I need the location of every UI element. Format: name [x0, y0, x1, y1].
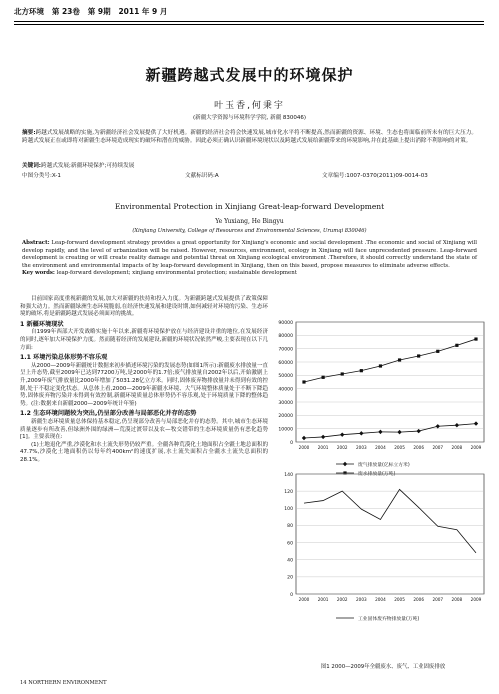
x-tick-label: 2002 [336, 445, 348, 450]
x-tick-label: 2006 [413, 597, 425, 602]
x-tick-label: 2005 [394, 597, 405, 602]
y-tick-label: 120 [284, 489, 293, 495]
series-1-legend-label: 废气排放量(亿标立方米) [358, 462, 410, 468]
x-tick-label: 2001 [317, 445, 329, 450]
section-1-text: 自1999年西部大开发战略实施十年以来,新疆将环境保护放在与经济建设并重的地位,在发展经济的同时,逐年加大环境保护力度。然而随着经济的发展建设,新疆的环境状况依然严峻,主要表现在以下几方面: [20, 329, 268, 351]
paper-title: 新疆跨越式发展中的环境保护 [145, 66, 354, 84]
series-1-line [304, 489, 476, 552]
keywords [22, 163, 477, 171]
series-2-line [304, 339, 476, 382]
english-abstract [22, 240, 477, 278]
series-1-point-2 [340, 432, 344, 436]
english-authors: Ye Yuxiang, He Bingyu [215, 218, 284, 225]
section-1-2-text: 新疆生态环境质量总体保持基本稳定,仍呈现部分改善与局部恶化并存的态势。其中,城市生态环境质量逐步有所改善,但绿洲外围的绿洲—荒漠过渡带以及农—牧交错带的生态环境质量仍有恶化趋势[1]。主要表现在: [20, 418, 268, 441]
series-2-point-3 [360, 369, 363, 372]
plot-frame [296, 322, 484, 442]
header-rule-thin [14, 24, 484, 25]
x-tick-label: 2005 [394, 445, 405, 450]
chart-solid-waste [284, 472, 484, 622]
series-1-point-1 [321, 435, 325, 439]
x-tick-label: 2003 [355, 445, 367, 450]
keywords-label: 关键词: [22, 163, 42, 169]
x-tick-label: 2004 [375, 597, 386, 602]
journal-issue: 第 9期 [87, 7, 111, 16]
english-abstract-text: Leap-forward development strategy provides a great opportunity for Xinjiang's economic and social development .The economic and social of Xinjiang will develop rapidly, and the level of urbanization will be raised. However, resources, environment, ecology in Xinjiang will face unprecedented pressure. Leap-forward development is creating or will create reality damage and potential threat on Xinjiang ecological environment .Therefore, it should correctly understand the state of the environment and environmental impacts of by leap-forward development in Xinjiang, then on this based, propose measures to eliminate adverse effects. [22, 240, 478, 269]
journal-volume: 第 23卷 [51, 7, 80, 16]
x-tick-label: 2002 [336, 597, 348, 602]
series-2-point-0 [302, 380, 305, 383]
abstract-text: 跨越式发展战略的实施,为新疆经济社会发展提供了大好机遇。新疆的经济社会将会快速发展,城市化水平将不断提高,然而新疆的资源、环境、生态也将面临前所未有的巨大压力。跨越式发展正在或即将对新疆生态环境造成现实的破坏和潜在的威胁。因此必须正确认识新疆环境现状以及跨越式发展给新疆带来的环境影响,并在此基础上提出消除不利影响的对策。 [22, 130, 477, 144]
y-tick-label: 70000 [278, 347, 293, 353]
english-keywords-label: Key words: [22, 270, 55, 277]
english-abstract-label: Abstract: [22, 240, 50, 246]
section-1-2-item-1: (1)土地退化严重,沙漠化和水土流失形势仍较严重。全疆各种荒漠化土地面积占全疆土地总面积的47.7%,沙漠化土地面积仍以每年约400km²的速度扩展,水土流失面积占全疆水土流失总面积的28.1%。 [20, 441, 268, 463]
x-tick-label: 2007 [432, 445, 444, 450]
series-2-point-7 [436, 350, 439, 353]
y-tick-label: 140 [284, 472, 293, 478]
section-1-1-title: 1.1 环境污染总体形势不容乐观 [20, 354, 108, 362]
x-tick-label: 2001 [317, 597, 329, 602]
header-rule [14, 21, 484, 22]
series-1-point-7 [436, 424, 440, 428]
y-tick-label: 60 [287, 541, 293, 547]
y-tick-label: 10000 [278, 427, 293, 433]
figure-caption: 图1 2000—2009年全疆废水、废气、工业固废排放 [320, 664, 446, 670]
series-2-point-9 [474, 337, 477, 340]
series-1-legend-label: 工业固体废弃物排放量(万吨) [358, 616, 420, 622]
x-tick-label: 2009 [470, 597, 482, 602]
x-tick-label: 2007 [432, 597, 444, 602]
affiliation: (新疆大学资源与环境科学学院, 新疆 830046) [192, 115, 307, 121]
section-1-2-title: 1.2 生态环境问题较为突出,仍呈部分改善与局部恶化并存的态势 [20, 410, 197, 418]
page-footer: 14 NORTHERN ENVIRONMENT [20, 680, 107, 686]
series-1-point-6 [416, 429, 420, 433]
abstract-label: 摘要: [22, 130, 36, 136]
x-tick-label: 2006 [413, 445, 425, 450]
series-1-point-4 [378, 430, 382, 434]
plot-frame [296, 474, 484, 594]
abstract [22, 130, 477, 146]
authors: 叶玉香,何秉宇 [214, 101, 285, 111]
series-1-point-8 [455, 423, 459, 427]
series-2-point-6 [417, 354, 420, 357]
y-tick-label: 80000 [278, 334, 293, 340]
y-tick-label: 20 [287, 575, 293, 581]
x-tick-label: 2003 [355, 597, 367, 602]
journal-date: 2011 年 9 月 [118, 7, 168, 16]
y-tick-label: 50000 [278, 374, 293, 380]
article-number: 文章编号:1007-0370(2011)09-0014-03 [322, 173, 428, 179]
journal-name: 北方环境 [14, 7, 44, 16]
series-2-legend-label: 废水排放量(万吨) [358, 471, 396, 477]
y-tick-label: 80 [287, 524, 293, 530]
series-2-point-2 [341, 372, 344, 375]
series-1-line [304, 424, 476, 438]
series-2-point-5 [398, 358, 401, 361]
series-1-point-3 [359, 431, 363, 435]
y-tick-label: 20000 [278, 414, 293, 420]
keywords-text: 跨越式发展;新疆环境保护;可持续发展 [41, 163, 135, 169]
figure-1-charts [274, 318, 490, 658]
chart-gas-water [278, 320, 484, 477]
series-1-point-5 [397, 430, 401, 434]
y-tick-label: 40000 [278, 387, 293, 393]
clc-number: 中图分类号:X-1 [22, 173, 61, 179]
y-tick-label: 100 [284, 507, 293, 513]
intro-paragraph: 目前国家高度重视新疆的发展,加大对新疆的扶持和投入力度。为新疆跨越式发展提供了政策保障和强大动力。然而新疆绿洲生态环境脆弱,在经济快速发展和建设时期,如何减轻对环境的污染、生态环境的破坏,将是新疆跨越式发展必须面对的挑战。 [20, 296, 268, 318]
english-affiliation: (Xinjiang University, College of Resources and Environmental Sciences, Urumqi 830046) [132, 228, 367, 234]
english-title: Environmental Protection in Xinjiang Great-leap-forward Development [114, 202, 385, 211]
y-tick-label: 60000 [278, 360, 293, 366]
series-2-point-1 [322, 376, 325, 379]
x-tick-label: 2000 [298, 597, 310, 602]
series-1-point-0 [302, 436, 306, 440]
x-tick-label: 2000 [298, 445, 310, 450]
section-1-title: 1 新疆环境现状 [20, 320, 64, 328]
x-tick-label: 2008 [451, 445, 463, 450]
series-2-point-8 [455, 344, 458, 347]
y-tick-label: 90000 [278, 320, 293, 326]
document-code: 文献标识码:A [185, 173, 219, 179]
x-tick-label: 2008 [451, 597, 463, 602]
y-tick-label: 0 [290, 440, 293, 446]
section-1-1-text: 从2000—2009年新疆统计数据来初步描述环境污染的发展态势(如图1所示):新疆废水排放量一直呈上升态势,截至2009年已达到77200万吨,是2000年的1.7倍;废气排放量自2002年以后,开始激剧上升,2009年废气排放量比2000年增加了5031.28亿立方米。同时,固体废弃物排放量并未得到有效的控制,处于不稳定变化状态。从总体上看,2000—2009年新疆水环境、大气环境整体质量处于不断下降趋势,固体废弃物污染并未得到有效控制,新疆环境质量总体形势仍不容乐观,处于环境质量下降的整体趋势。(注:数据来自新疆2000—2009年统计年鉴) [20, 362, 268, 407]
body-column-left [20, 296, 268, 464]
series-1-point-legend [343, 462, 347, 466]
x-tick-label: 2004 [375, 445, 386, 450]
english-keywords-text: leap-forward development; xinjiang environmental protection; sustainable development [56, 270, 297, 277]
series-1-point-9 [474, 421, 478, 425]
y-tick-label: 0 [290, 592, 293, 598]
x-tick-label: 2009 [470, 445, 482, 450]
series-2-point-4 [379, 364, 382, 367]
y-tick-label: 30000 [278, 400, 293, 406]
running-header [14, 6, 484, 20]
y-tick-label: 40 [287, 558, 293, 564]
